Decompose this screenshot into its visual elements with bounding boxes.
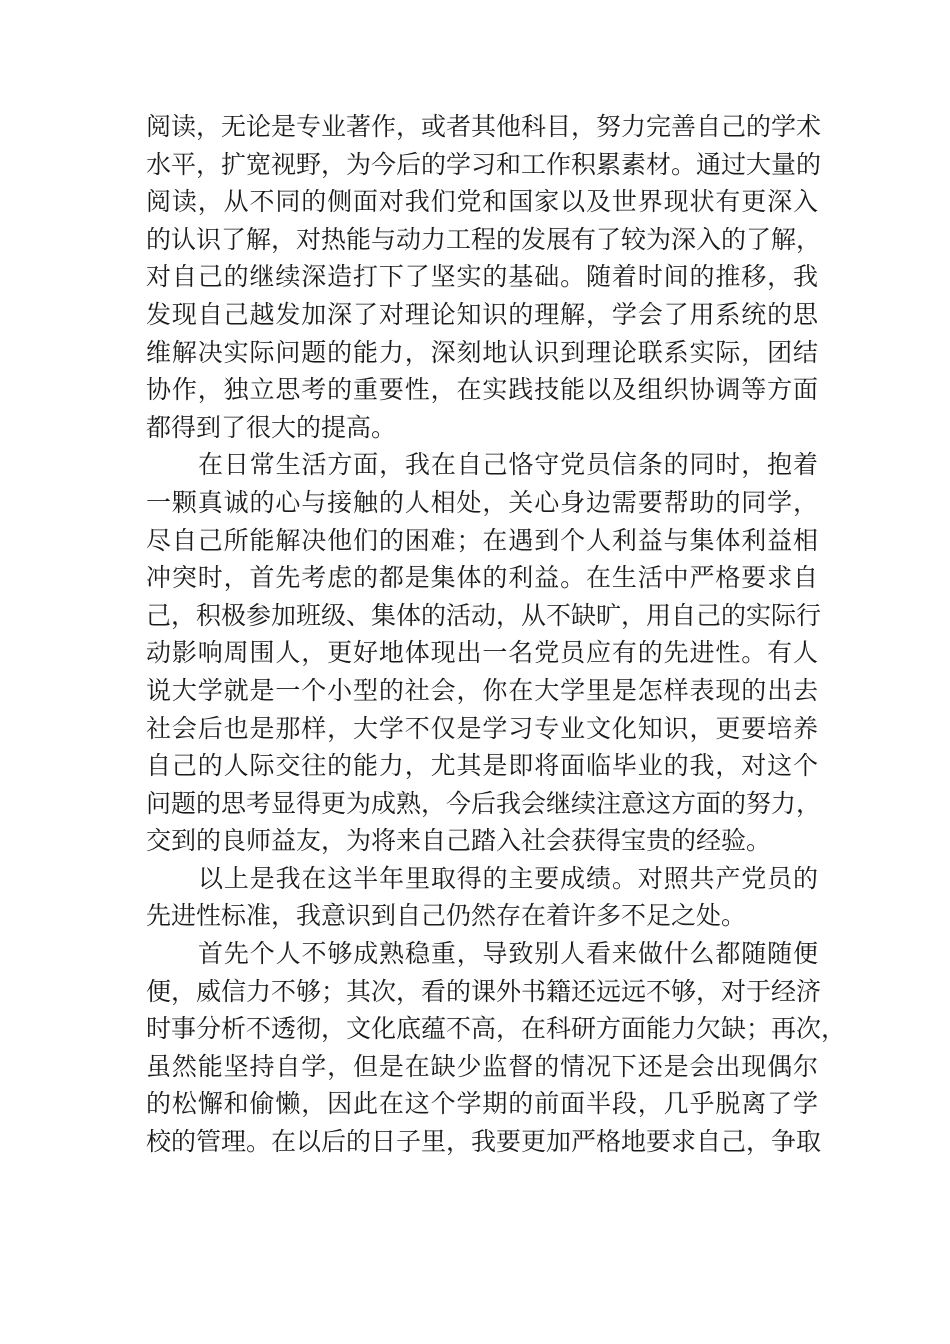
text-line: 水平，扩宽视野，为今后的学习和工作积累素材。通过大量的 xyxy=(146,149,822,179)
text-line: 在日常生活方面，我在自己恪守党员信条的同时，抱着 xyxy=(198,450,818,480)
text-line: 对自己的继续深造打下了坚实的基础。随着时间的推移，我 xyxy=(146,262,818,292)
text-line: 动影响周围人，更好地体现出一名党员应有的先进性。有人 xyxy=(146,638,818,668)
text-line: 虽然能坚持自学，但是在缺少监督的情况下还是会出现偶尔 xyxy=(146,1051,818,1081)
paragraph-3 xyxy=(146,860,818,935)
text-line: 问题的思考显得更为成熟，今后我会继续注意这方面的努力， xyxy=(146,788,822,818)
text-line: 首先个人不够成熟稳重，导致别人看来做什么都随随便 xyxy=(198,939,818,969)
paragraph-2 xyxy=(146,446,822,860)
text-line: 己，积极参加班级、集体的活动，从不缺旷，用自己的实际行 xyxy=(146,600,822,630)
text-line: 的认识了解，对热能与动力工程的发展有了较为深入的了解， xyxy=(146,224,822,254)
text-line: 交到的良师益友，为将来自己踏入社会获得宝贵的经验。 xyxy=(146,826,772,856)
text-line: 时事分析不透彻，文化底蕴不高，在科研方面能力欠缺；再次， xyxy=(146,1014,847,1044)
text-line: 协作，独立思考的重要性，在实践技能以及组织协调等方面 xyxy=(146,375,818,405)
text-line: 阅读，无论是专业著作，或者其他科目，努力完善自己的学术 xyxy=(146,112,822,141)
text-line: 维解决实际问题的能力，深刻地认识到理论联系实际，团结 xyxy=(146,337,818,367)
text-line: 说大学就是一个小型的社会，你在大学里是怎样表现的出去 xyxy=(146,675,818,705)
text-line: 的松懈和偷懒，因此在这个学期的前面半段，几乎脱离了学 xyxy=(146,1089,818,1119)
text-line: 以上是我在这半年里取得的主要成绩。对照共产党员的 xyxy=(198,863,818,893)
text-line: 一颗真诚的心与接触的人相处，关心身边需要帮助的同学， xyxy=(146,487,818,517)
text-line: 都得到了很大的提高。 xyxy=(146,412,397,442)
document-page xyxy=(146,108,847,1161)
text-line: 社会后也是那样，大学不仅是学习专业文化知识，更要培养 xyxy=(146,713,818,743)
text-line: 校的管理。在以后的日子里，我要更加严格地要求自己，争取 xyxy=(146,1127,822,1157)
text-line: 冲突时，首先考虑的都是集体的利益。在生活中严格要求自 xyxy=(146,563,818,593)
paragraph-1 xyxy=(146,108,822,446)
text-line: 便，威信力不够；其次，看的课外书籍还远远不够，对于经济 xyxy=(146,976,822,1006)
text-line: 阅读，从不同的侧面对我们党和国家以及世界现状有更深入 xyxy=(146,187,818,217)
text-line: 先进性标准，我意识到自己仍然存在着许多不足之处。 xyxy=(146,901,747,931)
text-line: 尽自己所能解决他们的困难；在遇到个人利益与集体利益相 xyxy=(146,525,818,555)
text-line: 自己的人际交往的能力，尤其是即将面临毕业的我，对这个 xyxy=(146,751,818,781)
text-line: 发现自己越发加深了对理论知识的理解，学会了用系统的思 xyxy=(146,299,818,329)
paragraph-4 xyxy=(146,935,847,1161)
